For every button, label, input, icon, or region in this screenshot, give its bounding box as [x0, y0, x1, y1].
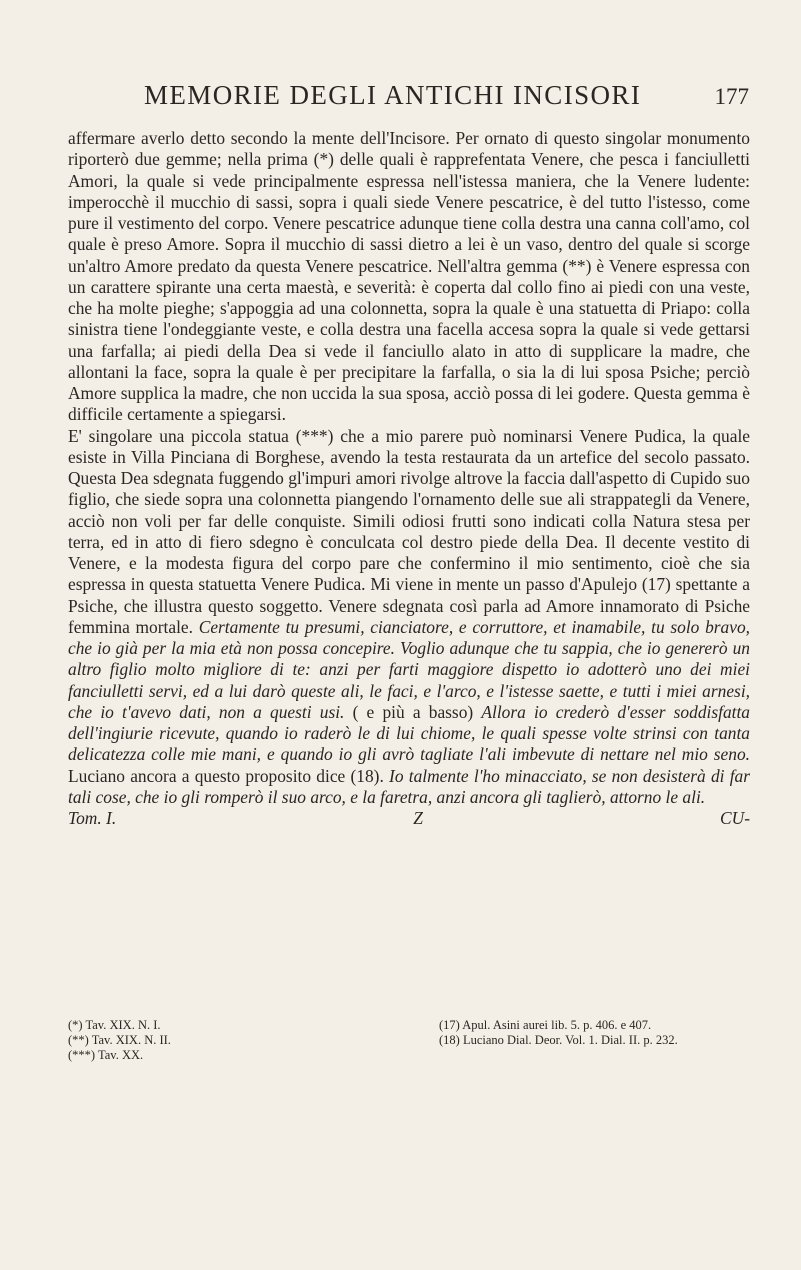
footnotes: [68, 1018, 750, 1063]
footnote: (18) Luciano Dial. Deor. Vol. 1. Dial. II. p. 232.: [439, 1033, 678, 1047]
footnotes-plates: [68, 1018, 379, 1063]
page-header: [68, 80, 749, 120]
signature-line: [68, 808, 750, 829]
footnote: (**) Tav. XIX. N. II.: [68, 1033, 171, 1047]
text-segment: Luciano ancora a questo proposito dice (18).: [68, 765, 390, 786]
quoted-text: Io talmente l'ho minacciato, se non desisterà di far tali cose, che io gli romperò il suo arco, e la faretra, anzi ancora gli taglierò, attorno le ali.: [68, 765, 751, 807]
paragraph: [68, 426, 750, 809]
paragraph: [68, 128, 750, 426]
footnote: (17) Apul. Asini aurei lib. 5. p. 406. e 407.: [439, 1018, 652, 1032]
footnote: (*) Tav. XIX. N. I.: [68, 1018, 161, 1032]
signature-mark: Z: [413, 808, 423, 828]
quoted-text: Allora io crederò d'esser soddisfatta dell'ingiurie ricevute, quando io raderò le di lui chiome, le quali spesse volte strinsi con tanta delicatezza colle mie mani, e quando io gli avrò tagliate l'ali imbevute di nettare nel mio seno.: [68, 701, 750, 765]
page-number: 177: [714, 84, 749, 109]
running-title: MEMORIE DEGLI ANTICHI INCISORI: [144, 80, 642, 110]
catchword: CU-: [720, 808, 750, 828]
text-segment: E' singolare una piccola statua (***) che a mio parere può nominarsi Venere Pudica, la quale esiste in Villa Pinciana di Borghese, avendo la testa restaurata da un artefice del secolo passato. Questa Dea sdegnata fuggendo gl'impuri amori rivolge altrove la faccia dall'aspetto di Cupido suo figlio, che siede sopra una colonnetta piangendo l'ornamento delle sue ali strappategli da Venere, acciò non voli per far delle conquiste. Simili odiosi frutti sono indicati colla Natura stesa per terra, ed in atto di fiero sdegno è conculcata col destro piede della Dea. Il decente vestito di Venere, e la modesta figura del corpo pare che confermino il mio sentimento, cioè che sia espressa in questa statuetta Venere Pudica. Mi viene in mente un passo d'Apulejo (17) spettante a Psiche, che illustra questo soggetto. Venere sdegnata così parla ad Amore innamorato di Psiche femmina mortale.: [68, 425, 750, 637]
footnotes-sources: [379, 1018, 750, 1063]
footnote: (***) Tav. XX.: [68, 1048, 144, 1062]
quoted-text: Certamente tu presumi, cianciatore, e corruttore, et inamabile, tu solo bravo, che io già per la mia età non possa concepire. Voglio adunque che tu sappia, che io genererò un altro figlio molto migliore di te: anzi per farti maggiore dispetto io adotterò uno dei miei fanciulletti servi, ed a lui darò queste ali, le faci, e l'arco, e l'istesse saette, e tutti i miei arnesi, che io t'avevo dati, non a questi usi.: [68, 616, 750, 722]
body-text: [68, 128, 750, 829]
text-segment: affermare averlo detto secondo la mente dell'Incisore. Per ornato di questo singolar monumento riporterò due gemme; nella prima (*) delle quali è rapprefentata Venere, che pesca i fanciulletti Amori, la quale si vede principalmente espressa nell'istessa maniera, che la Venere ludente: imperocchè il mucchio di sassi, sopra i quali siede Venere pescatrice, è del tutto l'istesso, come pure il vestimento del corpo. Venere pescatrice adunque tiene colla destra una canna coll'amo, col quale è preso Amore. Sopra il mucchio di sassi dietro a lei è un vaso, dentro del quale si scorge un'altro Amore predato da questa Venere pescatrice. Nell'altra gemma (**) è Venere espressa con un carattere spirante una certa maestà, e severità: è coperta dal collo fino ai piedi con una veste, che ha molte pieghe; s'appoggia ad una colonnetta, sopra la quale è una statuetta di Priapo: colla sinistra tiene l'ondeggiante veste, e colla destra una facella accesa sopra la quale si vede gettarsi una farfalla; ai piedi della Dea si vede il fanciullo alato in atto di supplicare la madre, che allontani la face, sopra la quale è per precipitare la farfalla, o sia la di lui sposa Psiche; perciò Amore supplica la madre, che non uccida la sua sposa, acciò possa di lei godere. Questa gemma è difficile certamente a spiegarsi.: [68, 128, 750, 425]
volume-mark: Tom. I.: [68, 808, 117, 828]
text-segment: ( e più a basso): [344, 701, 482, 722]
